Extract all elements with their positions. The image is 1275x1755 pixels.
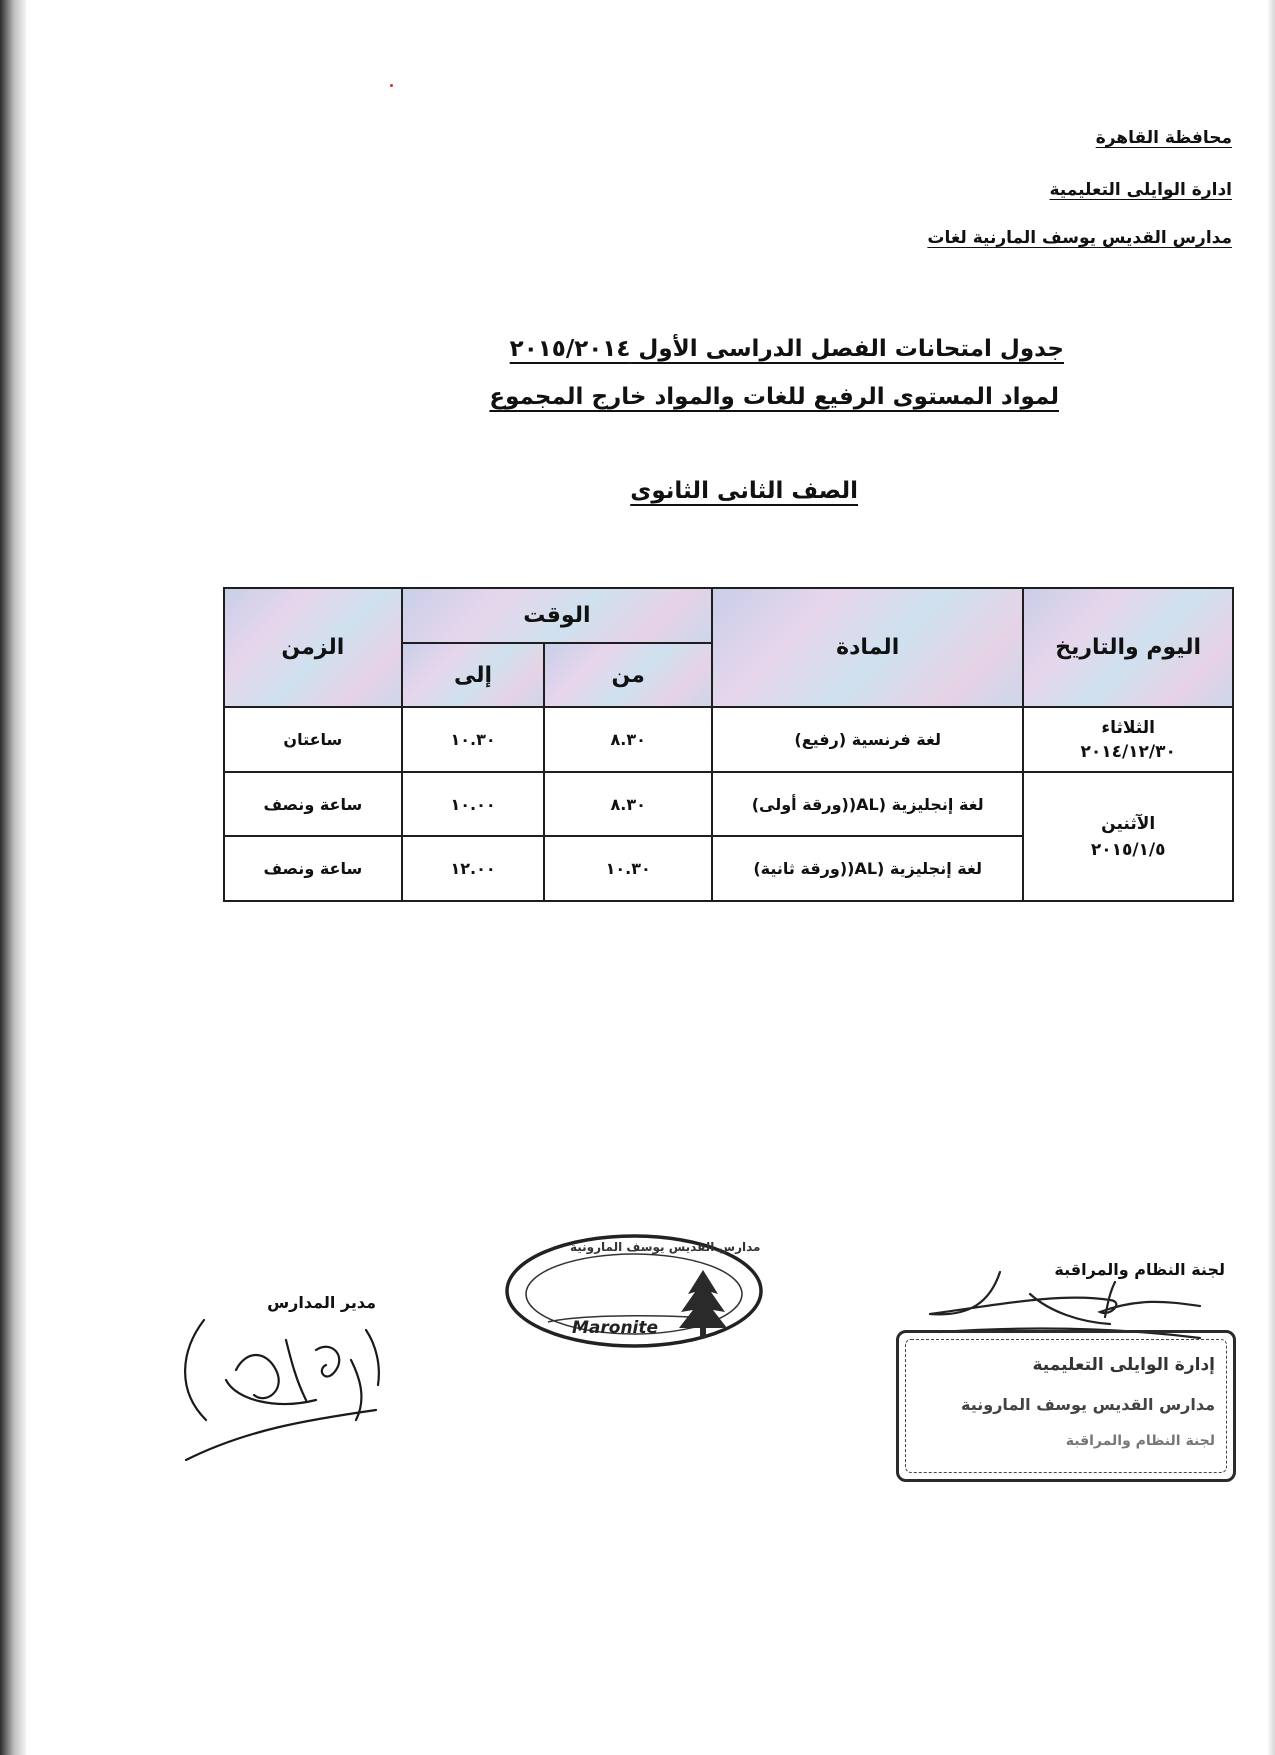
duration-cell: ساعتان xyxy=(224,707,402,772)
date-label: ٢٠١٤/١٢/٣٠ xyxy=(1080,741,1176,762)
day-date-cell xyxy=(1023,772,1233,901)
stamp-line-1: إدارة الوايلى التعليمية xyxy=(1032,1355,1215,1375)
header-day-date: اليوم والتاريخ xyxy=(1023,588,1233,707)
subject-cell: لغة إنجليزية (AL((ورقة ثانية) xyxy=(712,836,1023,901)
governorate-label: محافظة القاهرة xyxy=(1095,128,1232,148)
table-row xyxy=(224,707,1233,772)
to-cell: ١٠.٣٠ xyxy=(402,707,545,772)
duration-cell: ساعة ونصف xyxy=(224,772,402,836)
date-label: ٢٠١٥/١/٥ xyxy=(1090,839,1166,860)
to-cell: ١٢.٠٠ xyxy=(402,836,545,901)
subject-cell: لغة إنجليزية (AL((ورقة أولى) xyxy=(712,772,1023,836)
scan-edge-left xyxy=(0,0,26,1755)
header-duration: الزمن xyxy=(224,588,402,707)
school-name-label: مدارس القديس يوسف المارنية لغات xyxy=(927,228,1232,248)
committee-signature xyxy=(910,1262,1210,1340)
stamp-line-2: مدارس القديس يوسف المارونية xyxy=(961,1395,1215,1414)
document-subtitle: لمواد المستوى الرفيع للغات والمواد خارج المجموع xyxy=(489,384,1059,410)
subject-cell: لغة فرنسية (رفيع) xyxy=(712,707,1023,772)
director-label: مدير المدارس xyxy=(267,1293,376,1312)
grade-title: الصف الثانى الثانوى xyxy=(630,478,858,504)
oval-stamp-logo-text: Maronite xyxy=(572,1318,659,1338)
scan-edge-right xyxy=(1267,0,1275,1755)
oval-stamp-text: مدارس القديس يوسف المارونية xyxy=(570,1240,761,1254)
header-subject: المادة xyxy=(712,588,1023,707)
exam-schedule-table xyxy=(223,587,1234,902)
committee-rect-stamp xyxy=(896,1330,1236,1482)
table-row xyxy=(224,772,1233,836)
from-cell: ١٠.٣٠ xyxy=(544,836,712,901)
day-label: الثلاثاء xyxy=(1101,717,1155,738)
from-cell: ٨.٣٠ xyxy=(544,707,712,772)
header-time: الوقت xyxy=(402,588,712,643)
day-date-cell xyxy=(1023,707,1233,772)
document-title: جدول امتحانات الفصل الدراسى الأول ٢٠١٥/٢٠١٤ xyxy=(509,336,1064,362)
to-cell: ١٠.٠٠ xyxy=(402,772,545,836)
cedar-tree-icon xyxy=(679,1270,727,1338)
scan-speck xyxy=(390,84,393,87)
day-label: الآثنين xyxy=(1101,813,1156,834)
duration-cell: ساعة ونصف xyxy=(224,836,402,901)
director-signature xyxy=(166,1310,396,1470)
stamp-line-3: لجنة النظام والمراقبة xyxy=(1065,1433,1215,1449)
from-cell: ٨.٣٠ xyxy=(544,772,712,836)
header-from: من xyxy=(544,643,712,707)
administration-label: ادارة الوايلى التعليمية xyxy=(1049,180,1232,200)
committee-label: لجنة النظام والمراقبة xyxy=(1054,1260,1225,1279)
header-to: إلى xyxy=(402,643,545,707)
